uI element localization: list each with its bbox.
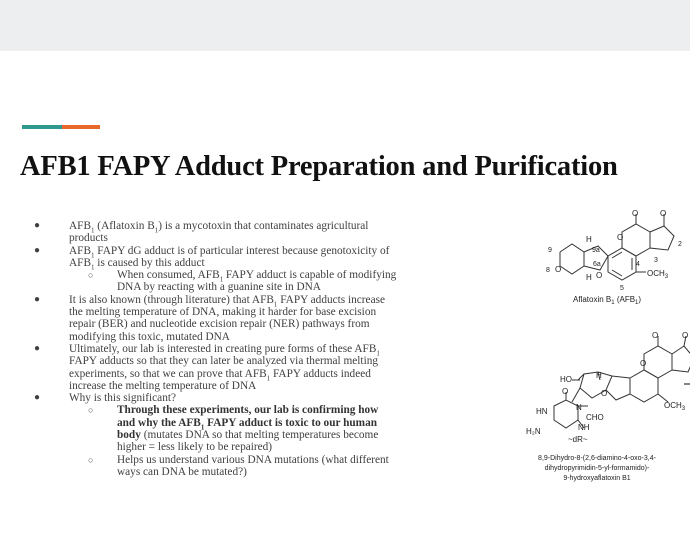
fapy-structure-bonds (554, 336, 690, 428)
afb1-atom-o-carbonyl1: O (632, 209, 639, 218)
fapy-atom-nh: NH (578, 423, 590, 432)
bullet-text: $AFB_1$ FAPY dG adduct is of particular interest because genotoxicity of $AFB_1$ is caused by this adduct (69, 244, 390, 272)
afb1-number-2: 2 (678, 241, 682, 248)
fapy-atom-o-ring: O (640, 359, 647, 368)
fapy-cyclopentenone-ring (672, 346, 690, 372)
bullet-text: When consumed, $AFB_1$ FAPY adduct is capable of modifying DNA by reacting with a guanine site in DNA (117, 269, 397, 294)
fapy-atom-h2n: H₂N (526, 427, 541, 436)
fapy-atom-o-carbonyl2: O (682, 331, 689, 340)
afb1-number-6a: 6a (593, 261, 601, 268)
bullet-text: (mutates DNA so that melting temperatures become higher = less likely to be repaired) (117, 429, 379, 454)
bullet-text: Ultimately, our lab is interested in creating pure forms of these $AFB_1$ FAPY adducts so that they can later be analyzed via thermal melting experiments, so that we can prove that $AFB_1$ FAPY adducts indeed increase the melting temperature of DNA (69, 342, 380, 392)
fapy-atom-o-carbonyl1: O (652, 331, 659, 340)
afb1-number-3: 3 (654, 257, 658, 264)
bullet-marker-icon: ● (34, 392, 41, 404)
fapy-atom-ho: HO (560, 375, 572, 384)
bullet-text: $AFB_1$ (Aflatoxin $B_1$) is a mycotoxin that contaminates agricultural products (69, 220, 369, 245)
afb1-atom-o-ring: O (617, 233, 624, 242)
afb1-number-8: 8 (546, 267, 550, 274)
bullet-text: Why is this significant? (69, 392, 176, 405)
afb1-number-9a: 9a (592, 247, 600, 254)
fapy-atom-cho: CHO (586, 413, 604, 422)
afb1-number-9: 9 (548, 247, 552, 254)
bullet-text: It is also known (through literature) that $AFB_1$ FAPY adducts increase the melting temperature of DNA, making it harder for base excision repair (BER) and nucleotide excision repair (NER) pathways from modifying this toxic, mutated DNA (69, 293, 385, 343)
fapy-atom-o-furan: O (601, 389, 608, 398)
afb1-atom-o-furan1: O (555, 265, 562, 274)
fapy-pyrimidine-ring (554, 400, 578, 428)
sub-bullet-marker-icon: ○ (88, 270, 94, 281)
fapy-furan-ring1 (606, 376, 630, 400)
bullet-marker-icon: ● (34, 244, 41, 256)
fapy-atom-o-pyrimidine: O (562, 387, 569, 396)
bullet-text: Helps us understand various DNA mutations (what different ways can DNA be mutated?) (117, 453, 389, 478)
afb1-number-5: 5 (620, 285, 624, 292)
afb1-caption: Aflatoxin $B_1$ $(AFB_1)$ (573, 295, 642, 306)
fapy-atom-hn: HN (536, 407, 548, 416)
fapy-caption-line1: 8,9-Dihydro-8-(2,6-diamino-4-oxo-3,4- (538, 455, 656, 462)
afb1-cyclopentenone-ring (650, 226, 674, 250)
bullet-marker-icon: ● (34, 342, 41, 354)
bold-emphasis-text: Through these experiments, our lab is confirming how and why the $AFB_1$ FAPY adduct is toxic to our human body (117, 404, 379, 442)
fapy-caption-line2: dihydropyrimidin-5-yl-formamido)- (544, 465, 650, 472)
fapy-benzene-ring (630, 370, 658, 402)
fapy-atom-n: N (576, 403, 582, 412)
afb1-atom-o-furan2: O (596, 271, 603, 280)
fapy-caption-line3: 9-hydroxyaflatoxin B1 (563, 475, 631, 482)
slide-title: AFB1 FAPY Adduct Preparation and Purification (20, 151, 618, 182)
fapy-atom-h: H (596, 371, 602, 380)
fapy-atom-dr: ~dR~ (568, 435, 588, 444)
afb1-methoxy: $OCH_3$ (647, 269, 669, 280)
sub-bullet-marker-icon: ○ (88, 405, 94, 416)
afb1-atom-h-bottom: H (586, 273, 592, 282)
fapy-lactone-ring (644, 346, 672, 378)
afb1-lactone-ring (622, 224, 650, 256)
bullet-marker-icon: ● (34, 220, 41, 231)
fapy-methoxy: $OCH_3$ (664, 401, 686, 412)
afb1-number-4: 4 (636, 261, 640, 268)
sub-bullet-marker-icon: ○ (88, 454, 94, 465)
afb1-atom-h-top: H (586, 235, 592, 244)
afb1-atom-o-carbonyl2: O (660, 209, 667, 218)
afb1-furan-ring-left (560, 244, 584, 274)
bullet-marker-icon: ● (34, 293, 41, 305)
